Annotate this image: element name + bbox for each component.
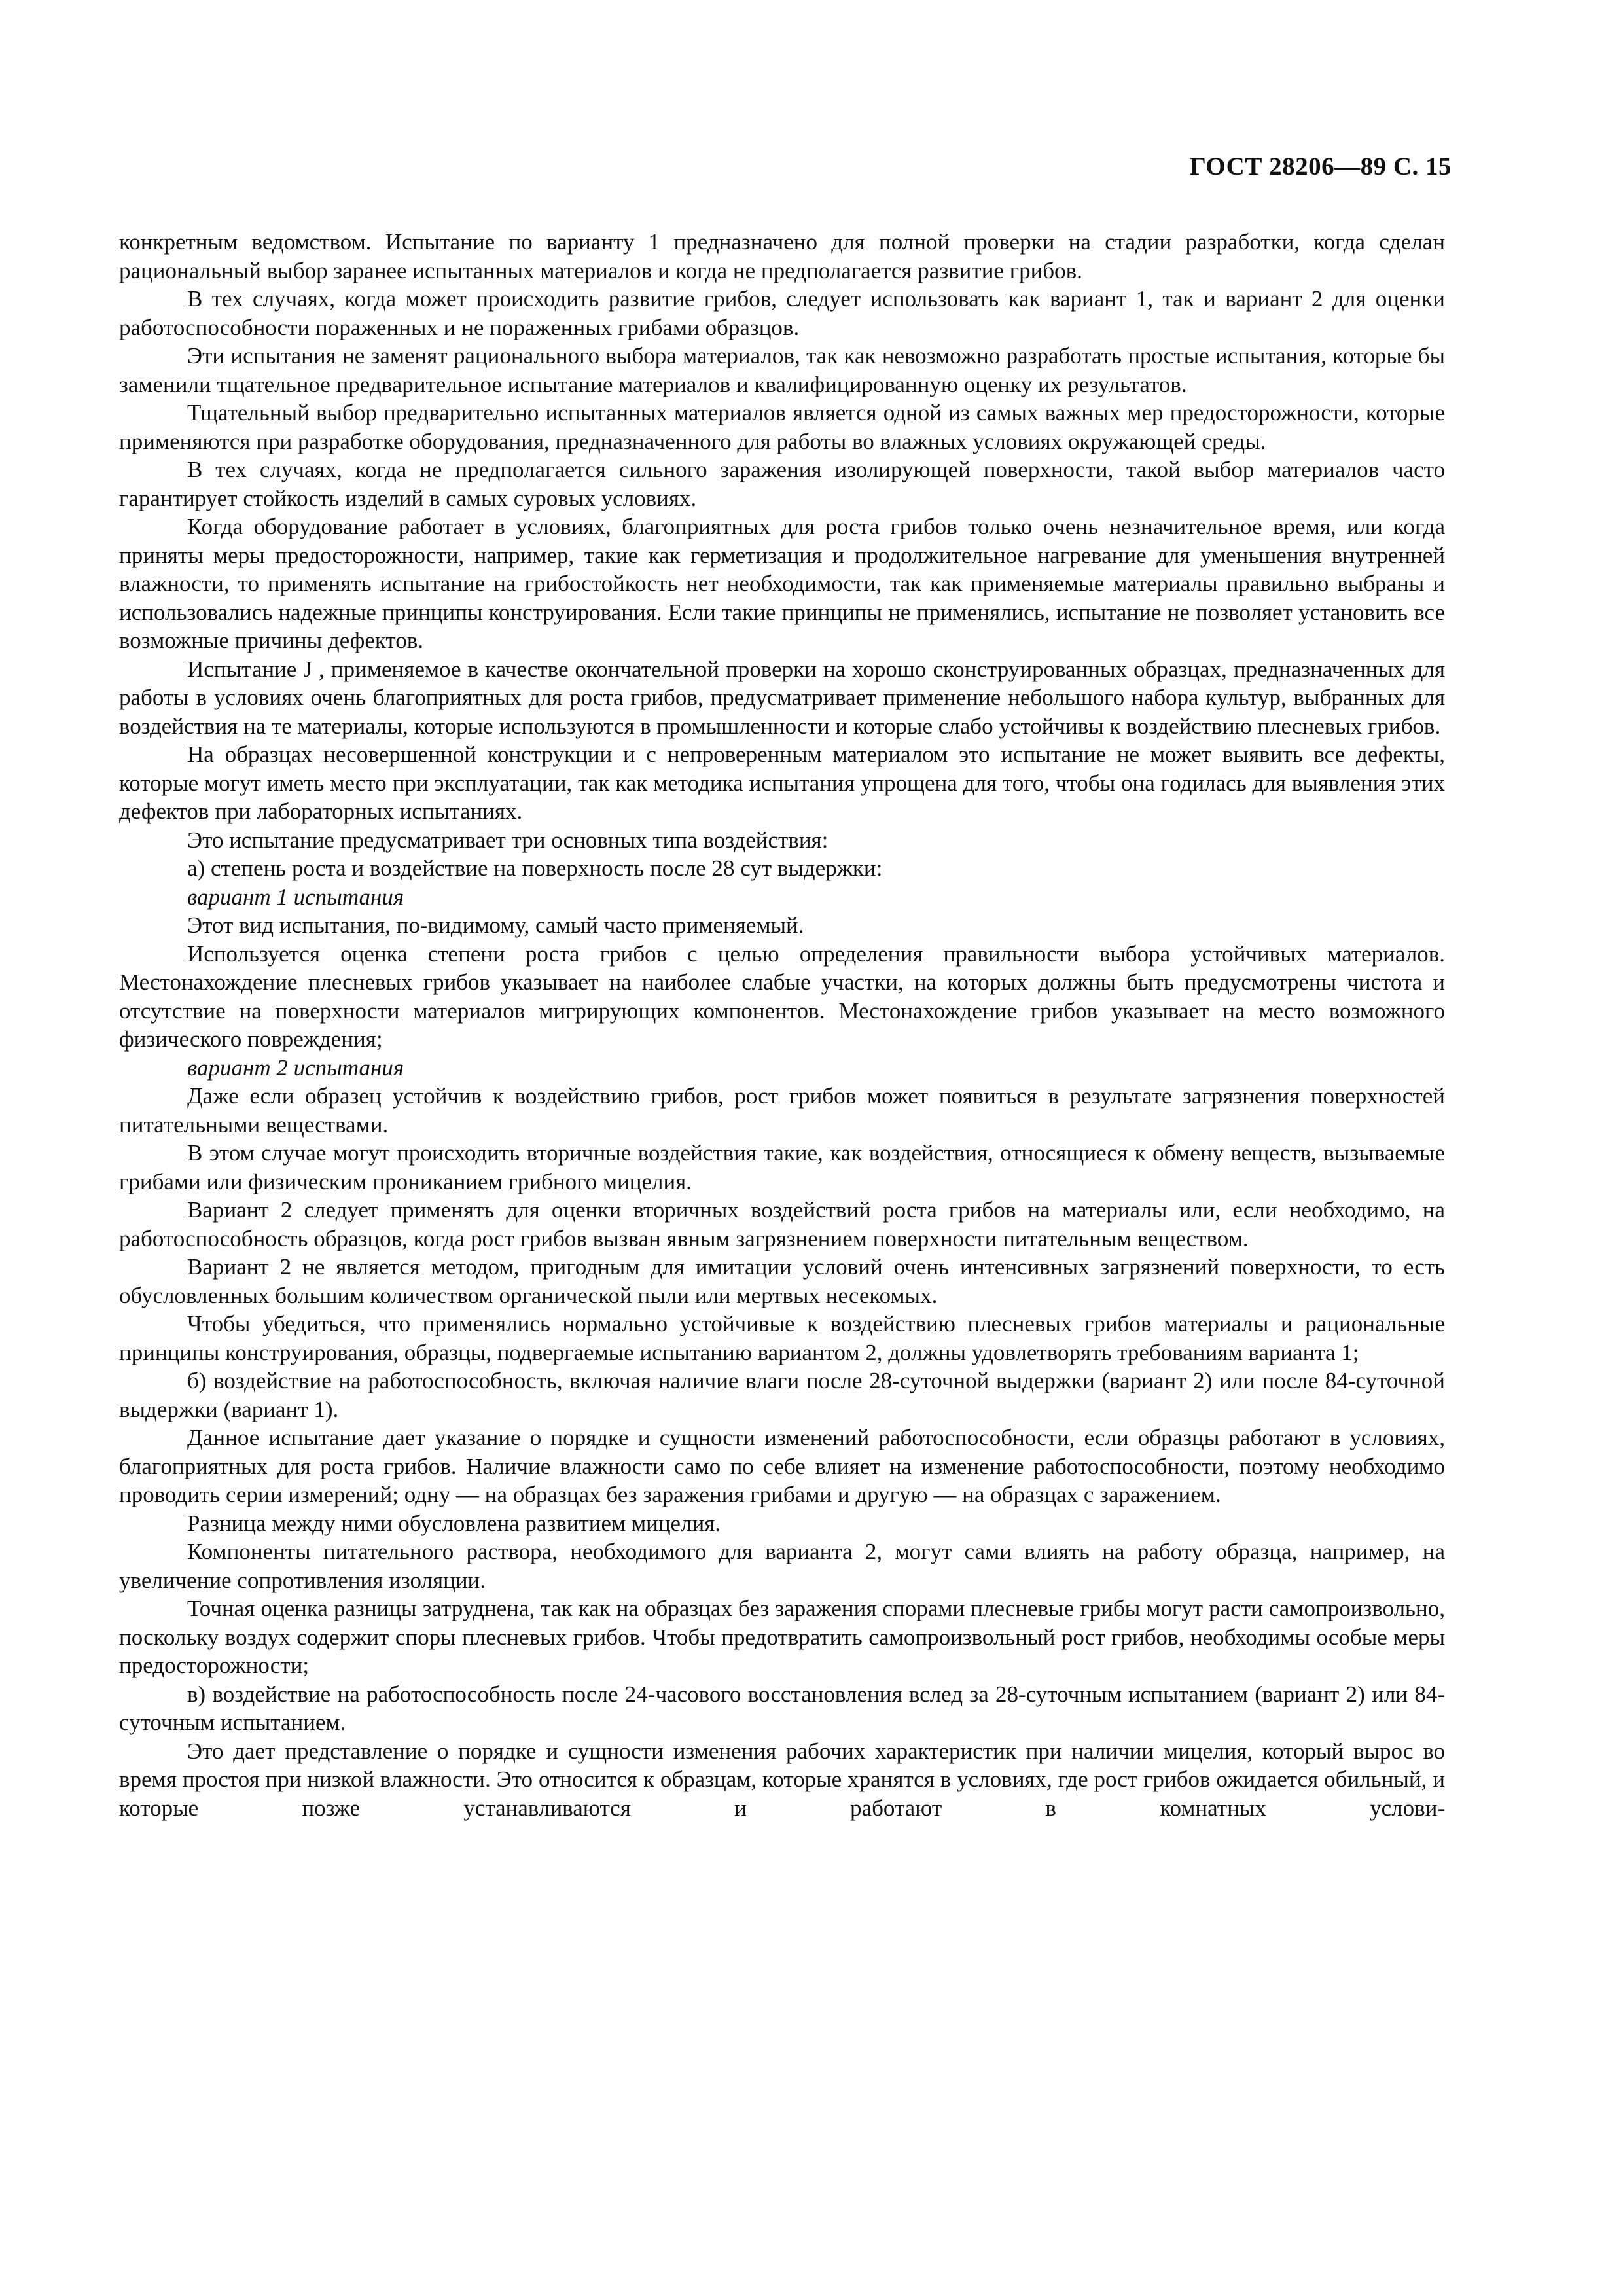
paragraph: вариант 2 испытания: [187, 1054, 404, 1081]
page-header: ГОСТ 28206—89 С. 15: [1190, 152, 1452, 181]
paragraph: Используется оценка степени роста грибов с целью определения правильности выбора устойчивых материалов. Местонахождение плесневых грибов указывает на наиболее слабые участки, на которых должны быть предусмотрены чистота и отсутствие на поверхности материалов мигрирующих компонентов. Местонахождение грибов указывает на место возможного физического повреждения;: [119, 941, 1445, 1052]
paragraph: б) воздействие на работоспособность, включая наличие влаги после 28-суточной выдержки (вариант 2) или после 84-суточной выдержки (вариант 1).: [119, 1368, 1445, 1422]
paragraph: вариант 1 испытания: [187, 884, 404, 910]
paragraph: Вариант 2 не является методом, пригодным для имитации условий очень интенсивных загрязнений поверхности, то есть обусловленных большим количеством органической пыли или мертвых несекомых.: [119, 1254, 1445, 1308]
paragraph: На образцах несовершенной конструкции и с непроверенным материалом это испытание не может выявить все дефекты, которые могут иметь место при эксплуатации, так как методика испытания упрощена для того, чтобы она годилась для выявления этих дефектов при лабораторных испытаниях.: [119, 742, 1445, 824]
body-text: [119, 228, 1445, 1822]
paragraph: Чтобы убедиться, что применялись нормально устойчивые к воздействию плесневых грибов материалы и рациональные принципы конструирования, образцы, подвергаемые испытанию вариантом 2, должны удовлетворять требованиям варианта 1;: [119, 1311, 1445, 1365]
paragraph: Разница между ними обусловлена развитием мицелия.: [187, 1510, 721, 1536]
paragraph: В тех случаях, когда не предполагается сильного заражения изолирующей поверхности, такой выбор материалов часто гарантирует стойкость изделий в самых суровых условиях.: [119, 457, 1445, 511]
paragraph: Точная оценка разницы затруднена, так как на образцах без заражения спорами плесневые грибы могут расти самопроизвольно, поскольку воздух содержит споры плесневых грибов. Чтобы предотвратить самопроизвольный рост грибов, необходимы особые меры предосторожности;: [119, 1596, 1445, 1678]
paragraph: Компоненты питательного раствора, необходимого для варианта 2, могут сами влиять на работу образца, например, на увеличение сопротивления изоляции.: [119, 1539, 1445, 1593]
paragraph: Тщательный выбор предварительно испытанных материалов является одной из самых важных мер предосторожности, которые применяются при разработке оборудования, предназначенного для работы во влажных условиях окружающей среды.: [119, 400, 1445, 454]
paragraph: В этом случае могут происходить вторичные воздействия такие, как воздействия, относящиеся к обмену веществ, вызываемые грибами или физическим прониканием грибного мицелия.: [119, 1140, 1445, 1194]
paragraph: Этот вид испытания, по-видимому, самый часто применяемый.: [187, 912, 804, 938]
paragraph: Данное испытание дает указание о порядке и сущности изменений работоспособности, если образцы работают в условиях, благоприятных для роста грибов. Наличие влажности само по себе влияет на изменение работоспособности, поэтому необходимо проводить серии измерений; одну — на образцах без заражения грибами и другую — на образцах с заражением.: [119, 1425, 1445, 1507]
paragraph: Эти испытания не заменят рационального выбора материалов, так как невозможно разработать простые испытания, которые бы заменили тщательное предварительное испытание материалов и квалифицированную оценку их результатов.: [119, 343, 1445, 397]
paragraph: Вариант 2 следует применять для оценки вторичных воздействий роста грибов на материалы или, если необходимо, на работоспособность образцов, когда рост грибов вызван явным загрязнением поверхности питательным веществом.: [119, 1197, 1445, 1251]
paragraph: В тех случаях, когда может происходить развитие грибов, следует использовать как вариант 1, так и вариант 2 для оценки работоспособности пораженных и не пораженных грибами образцов.: [119, 286, 1445, 340]
paragraph: а) степень роста и воздействие на поверхность после 28 сут выдержки:: [187, 855, 883, 881]
paragraph: Когда оборудование работает в условиях, благоприятных для роста грибов только очень незначительное время, или когда приняты меры предосторожности, например, такие как герметизация и продолжительное нагревание для уменьшения внутренней влажности, то применять испытание на грибостойкость нет необходимости, так как применяемые материалы правильно выбраны и использовались надежные принципы конструирования. Если такие принципы не применялись, испытание не позволяет установить все возможные причины дефектов.: [119, 514, 1445, 653]
paragraph: Это дает представление о порядке и сущности изменения рабочих характеристик при наличии мицелия, который вырос во время простоя при низкой влажности. Это относится к образцам, которые хранятся в условиях, где рост грибов ожидается обильный, и которые позже устанавливаются и работают в комнатных услови-: [119, 1738, 1445, 1821]
paragraph: Даже если образец устойчив к воздействию грибов, рост грибов может появиться в результате загрязнения поверхностей питательными веществами.: [119, 1083, 1445, 1138]
paragraph: Это испытание предусматривает три основных типа воздействия:: [187, 827, 829, 853]
paragraph: конкретным ведомством. Испытание по варианту 1 предназначено для полной проверки на стадии разработки, когда сделан рациональный выбор заранее испытанных материалов и когда не предполагается развитие грибов.: [119, 229, 1445, 283]
paragraph: в) воздействие на работоспособность после 24-часового восстановления вслед за 28-суточным испытанием (вариант 2) или 84-суточным испытанием.: [119, 1681, 1445, 1735]
paragraph: Испытание J , применяемое в качестве окончательной проверки на хорошо сконструированных образцах, предназначенных для работы в условиях очень благоприятных для роста грибов, предусматривает применение небольшого набора культур, выбранных для воздействия на те материалы, которые используются в промышленности и которые слабо устойчивы к воздействию плесневых грибов.: [119, 656, 1445, 739]
